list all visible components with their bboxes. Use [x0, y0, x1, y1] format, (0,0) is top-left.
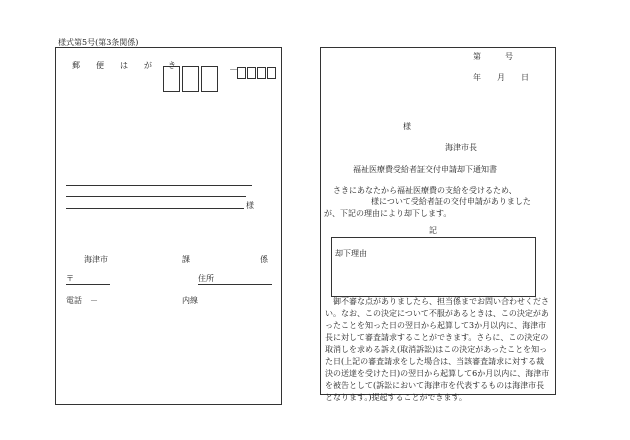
notice-number: 第 号 [473, 52, 513, 61]
notice-panel [320, 47, 556, 402]
sender-section: 係 [260, 255, 268, 264]
zip-code-box [182, 66, 199, 92]
appeal-text: 御不審な点がありましたら、担当係までお問い合わせください。なお、この決定について不服があるときは、この決定があったことを知った日の翌日から起算して3か月以内に、海津市長に対して審査請求することができます。さらに、この決定の取消しを求める訴え(取消訴訟)はこの決定があったことを知った日(上記の審査請求をした場合は、当該審査請求に対する裁決の送達を受けた日)の翌日から起算して6か月以内に、海津市を被告として(訴訟において海津市を代表するものは海津市長となります。)提起することができます。 [325, 297, 550, 402]
form-number: 様式第5号(第3条関係) [58, 38, 139, 47]
address-line [66, 185, 252, 186]
sender-zip-line [66, 284, 110, 285]
addressee-suffix: 様 [246, 201, 254, 210]
body-line: さきにあなたから福祉医療費の支給を受けるため、 [333, 186, 517, 195]
recipient-suffix: 様 [403, 122, 411, 131]
zip-code-box [267, 67, 276, 79]
address-line [66, 196, 246, 197]
sender-dept: 課 [182, 255, 190, 264]
notice-title: 福祉医療費受給者証交付申請却下通知書 [353, 165, 497, 174]
sender-phone: 電話 － [66, 296, 98, 305]
zip-code-box [163, 66, 180, 92]
zip-code-box [237, 67, 246, 79]
zip-code-box [257, 67, 266, 79]
body-line: 様について受給者証の交付申請がありました [371, 197, 531, 206]
address-line [66, 208, 244, 209]
postcard-panel [55, 47, 282, 405]
reason-label: 却下理由 [335, 249, 367, 258]
notice-date: 年 月 日 [473, 73, 529, 82]
postcard-label: 郵 便 は が き [72, 61, 180, 70]
postal-mark: 〒 [66, 274, 74, 283]
issuer: 海津市長 [445, 143, 477, 152]
reason-box [331, 237, 536, 297]
ki-label: 記 [429, 226, 437, 235]
sender-extension: 内線 [182, 296, 198, 305]
body-line: が、下記の理由により却下します。 [324, 209, 452, 218]
sender-address-line [198, 284, 272, 285]
zip-code-box [247, 67, 256, 79]
sender-city: 海津市 [84, 255, 108, 264]
zip-separator: － [229, 66, 239, 76]
sender-address-label: 住所 [198, 274, 214, 283]
zip-code-box [201, 66, 218, 92]
